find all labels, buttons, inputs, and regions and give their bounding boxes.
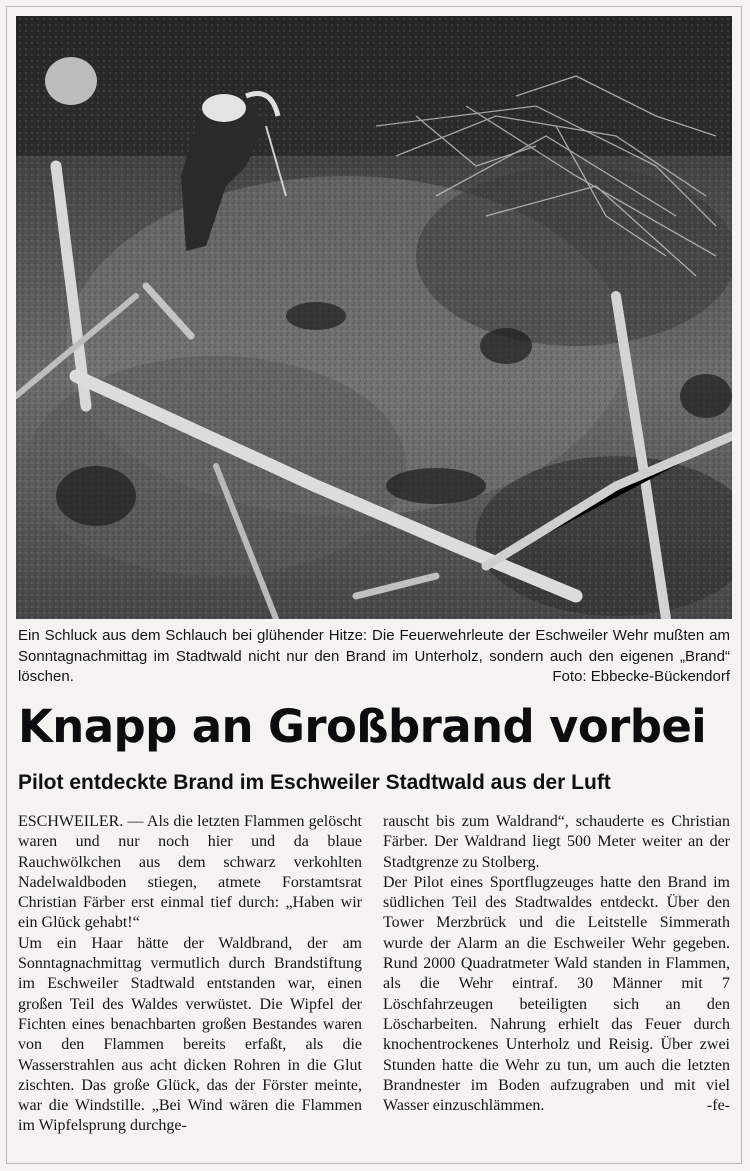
article-paragraph — [383, 873, 730, 1117]
article-headline: Knapp an Großbrand vorbei — [18, 700, 707, 753]
author-signoff: -fe- — [706, 1097, 730, 1115]
article-subheadline: Pilot entdeckte Brand im Eschweiler Stadtwald aus der Luft — [18, 771, 611, 794]
forest-fire-photo — [16, 16, 732, 619]
article-paragraph: Um ein Haar hätte der Waldbrand, der am Sonntagnachmittag vermutlich durch Brandstiftung im Eschweiler Stadtwald entstanden war, einen großen Teil des Waldes verwüstet. Die Wipfel der Fichten eines benachbarten großen Bestandes waren von den Flammen bereits erfaßt, als die Wasserstrahlen aus acht dicken Rohren in die Glut zischten. Das große Glück, das der Förster meinte, war die Windstille. „Bei Wind wären die Flammen im Wipfelsprung durchge- — [18, 934, 362, 1135]
article-column-right — [383, 812, 730, 1116]
photo-caption — [18, 626, 730, 688]
caption-text: Ein Schluck aus dem Schlauch bei glühender Hitze: Die Feuerwehrleute der Eschweiler Wehr mußten am Sonntagnachmittag im Stadtwald nicht nur den Brand im Unterholz, sondern auch den eigenen „Brand“ löschen. — [18, 627, 730, 685]
article-paragraph: rauscht bis zum Waldrand“, schauderte es Christian Färber. Der Waldrand liegt 500 Meter weiter an der Stadtgrenze zu Stolberg. — [383, 813, 730, 871]
photo-credit: Foto: Ebbecke-Bückendorf — [552, 668, 730, 685]
article-paragraph: ESCHWEILER. — Als die letzten Flammen gelöscht waren und nur noch hier und da blaue Rauchwölkchen aus dem schwarz verkohlten Nadelwaldboden stiegen, atmete Forstamtsrat Christian Färber erst einmal tief durch: „Haben wir ein Glück gehabt!“ — [18, 813, 362, 932]
article-column-left — [18, 812, 362, 1137]
article-paragraph-text: Der Pilot eines Sportflugzeuges hatte den Brand im südlichen Teil des Stadtwaldes entdeckt. Über den Tower Merzbrück und die Leitstelle Simmerath wurde der Alarm an die Eschweiler Wehr gegeben. Rund 2000 Quadratmeter Wald standen in Flammen, als die Wehr eintraf. 30 Männer mit 7 Löschfahrzeugen beteiligten sich an den Löscharbeiten. Nahrung erhielt das Feuer durch knochentrockenes Unterholz und Reisig. Über zwei Stunden hatte die Wehr zu tun, um auch die letzten Brandnester im Boden aufzugraben und mit viel Wasser einzuschlämmen. — [383, 873, 730, 1115]
